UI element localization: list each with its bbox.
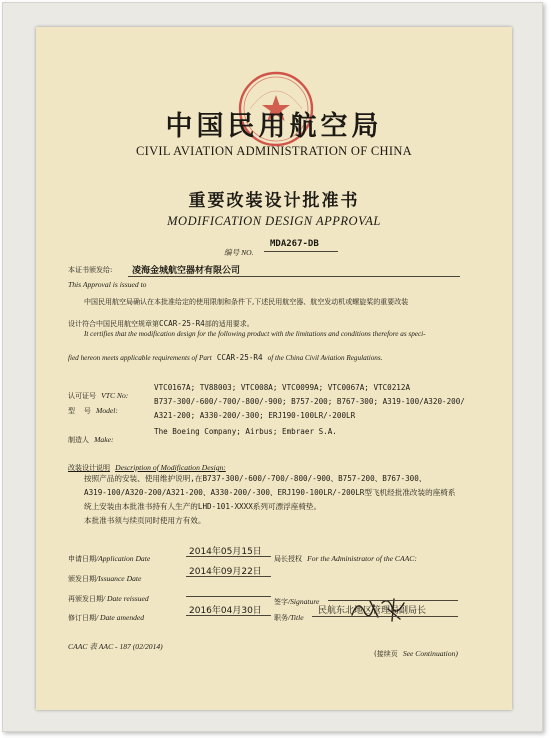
title-label: 职务/Title [274,613,304,622]
description-label: 改装设计说明 Description of Modification Design: [68,463,226,472]
application-date-value: 2014年05月15日 [189,547,262,557]
model-label: 型 号 Model: [68,406,118,415]
vtc-value: VTC0167A; TV88003; VTC008A; VTC0099A; VTC0067A; VTC0212A [154,383,411,392]
amended-date-value: 2016年04月30日 [189,606,262,616]
certificate-paper [36,27,512,710]
model-line1: B737-300/-600/-700/-800/-900; B757-200; B767-300; A319-100/A320-200/ [154,397,465,406]
number-value: MDA267-DB [270,239,319,249]
issuance-date-value: 2014年09月22日 [189,567,262,577]
document-en-title: MODIFICATION DESIGN APPROVAL [167,214,381,228]
issued-to-label-en: This Approval is issued to [68,280,147,289]
issued-to-value: 凌海金城航空器材有限公司 [132,266,241,276]
authority-en-title: CIVIL AVIATION ADMINISTRATION OF CHINA [136,144,412,158]
description-line2: A319-100/A320-200/A321-200、A330-200/-300、ERJ190-100LR/-200LR型飞机经批准改装的座椅系 [84,488,456,497]
number-label: 编号 NO. [224,248,254,257]
application-date-label: 申请日期/Application Date [68,554,151,563]
statement-en-line1: It certifies that the modification design for the following product with the limitations and conditions therefore as speci- [84,330,426,338]
approval-number [224,240,254,259]
model-line2: A321-200; A330-200/-300; ERJ190-100LR/-200LR [154,411,356,420]
statement-cn-line1: 中国民用航空局确认在本批准给定的使用限制和条件下,下述民用航空器、航空发动机或螺旋桨的重要改装 [84,298,409,306]
amended-date-label: 修订日期/ Date amended [68,613,145,622]
description-line4: 本批准书须与续页同时使用方有效。 [84,516,206,525]
authority-for-label: 局长授权 For the Administrator of the CAAC: [274,554,417,563]
issuance-date-label: 颁发日期/Issuance Date [68,574,142,583]
issued-to-label-cn: 本证书颁发给: [68,266,113,274]
form-number: CAAC 表 AAC - 187 (02/2014) [68,642,163,651]
reissued-date-label: 再颁发日期/ Date reissued [68,594,149,603]
signature-label: 签字/Signature [274,597,320,606]
make-value: The Boeing Company; Airbus; Embraer S.A. [154,427,337,436]
make-label: 制造人 Make: [68,435,114,444]
continuation-note: (接续页 See Continuation) [374,649,458,658]
document-cn-title: 重要改装设计批准书 [188,191,360,211]
description-line3: 统上安装由本批准书持有人生产的LHD-101-XXXX系列可漂浮座椅垫。 [84,502,322,511]
statement-en-line2: fied hereon meets applicable requirements of Part CCAR-25-R4 of the China Civil Aviation Regulations. [68,353,383,362]
vtc-label: 认可证号 VTC No: [68,391,129,400]
statement-cn-line2: 设计符合中国民用航空规章第CCAR-25-R4部的适用要求。 [68,319,254,328]
title-value: 民航东北地区管理局副局长 [318,606,427,616]
description-line1: 按照产品的安装、使用维护说明,在B737-300/-600/-700/-800/-900、B757-200、B767-300、 [84,474,427,483]
authority-cn-title: 中国民用航空局 [165,111,383,142]
